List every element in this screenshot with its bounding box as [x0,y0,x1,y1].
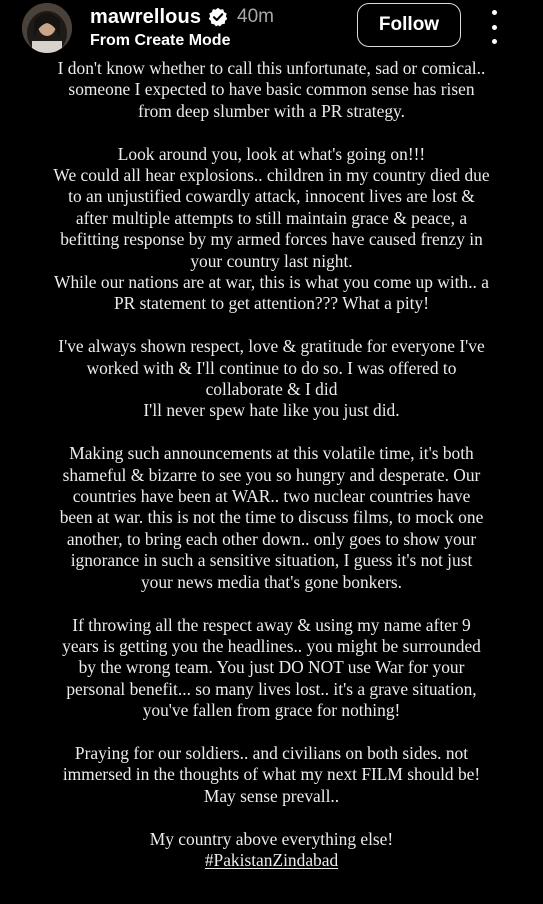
caption-line: I'll never spew hate like you just did. [143,400,400,421]
caption-line: your news media that's gone bonkers. [140,571,403,592]
post-caption [24,58,519,893]
username-row [90,4,274,30]
caption-line: befitting response by my armed forces have caused frenzy in [60,229,483,250]
more-options-icon[interactable] [484,10,504,44]
caption-line: Look around you, look at what's going on!!! [117,143,426,164]
caption-line: you've fallen from grace for nothing! [142,700,401,721]
caption-paragraph-5 [24,615,519,722]
caption-line: ignorance in such a sensitive situation, I guess it's not just [70,550,473,571]
caption-line: If throwing all the respect away & using my name after 9 [72,614,471,635]
caption-line: countries have been at WAR.. two nuclear countries have [72,486,471,507]
username[interactable]: mawrellous [90,5,202,28]
caption-line: worked with & I'll continue to do so. I was offered to [86,357,457,378]
caption-line: by the wrong team. You just DO NOT use War for your [78,657,465,678]
more-dot [492,25,497,30]
more-dot [492,10,497,15]
caption-line: We could all hear explosions.. children in my country died due [53,165,490,186]
caption-line: years is getting you the headlines.. you might be surrounded [62,635,481,656]
caption-paragraph-6 [24,743,519,807]
caption-line: from deep slumber with a PR strategy. [138,100,405,121]
hashtag-link[interactable]: #PakistanZindabad [204,849,339,870]
caption-line: to an unjustified cowardly attack, innocent lives are lost & [68,186,475,207]
caption-line: another, to bring each other down.. only goes to show your [66,528,477,549]
caption-paragraph-1 [24,58,519,122]
caption-paragraph-3 [24,336,519,422]
caption-line: Praying for our soldiers.. and civilians on both sides. not [74,742,469,763]
avatar[interactable] [22,3,72,53]
caption-line: I've always shown respect, love & gratitude for everyone I've [58,336,485,357]
caption-paragraph-7 [24,829,519,872]
caption-line: been at war. this is not the time to discuss films, to mock one [59,507,484,528]
post-time: 40m [237,6,275,27]
caption-line: someone I expected to have basic common sense has risen [68,79,475,100]
caption-line: While our nations are at war, this is what you come up with.. a [54,272,489,293]
caption-line: shameful & bizarre to see you so hungry and desperate. Our [62,464,481,485]
caption-line: collaborate & I did [205,379,338,400]
verified-badge-icon [208,7,228,27]
caption-line: Making such announcements at this volatile time, it's both [69,443,474,464]
caption-line: PR statement to get attention??? What a pity! [113,293,430,314]
hashtag-line [24,850,519,871]
caption-line: after multiple attempts to still maintain grace & peace, a [75,207,468,228]
post-subtitle: From Create Mode [90,32,231,49]
avatar-image [22,3,72,53]
caption-line: immersed in the thoughts of what my next FILM should be! [62,764,481,785]
caption-line: My country above everything else! [149,828,394,849]
caption-line: May sense prevall.. [203,785,340,806]
caption-line: I don't know whether to call this unfortunate, sad or comical.. [57,58,486,78]
more-dot [492,39,497,44]
caption-line: your country last night. [190,250,353,271]
caption-line: personal benefit... so many lives lost.. it's a grave situation, [66,678,477,699]
caption-paragraph-2 [24,144,519,315]
follow-button[interactable]: Follow [357,3,461,47]
post-header [0,0,543,60]
caption-paragraph-4 [24,443,519,593]
